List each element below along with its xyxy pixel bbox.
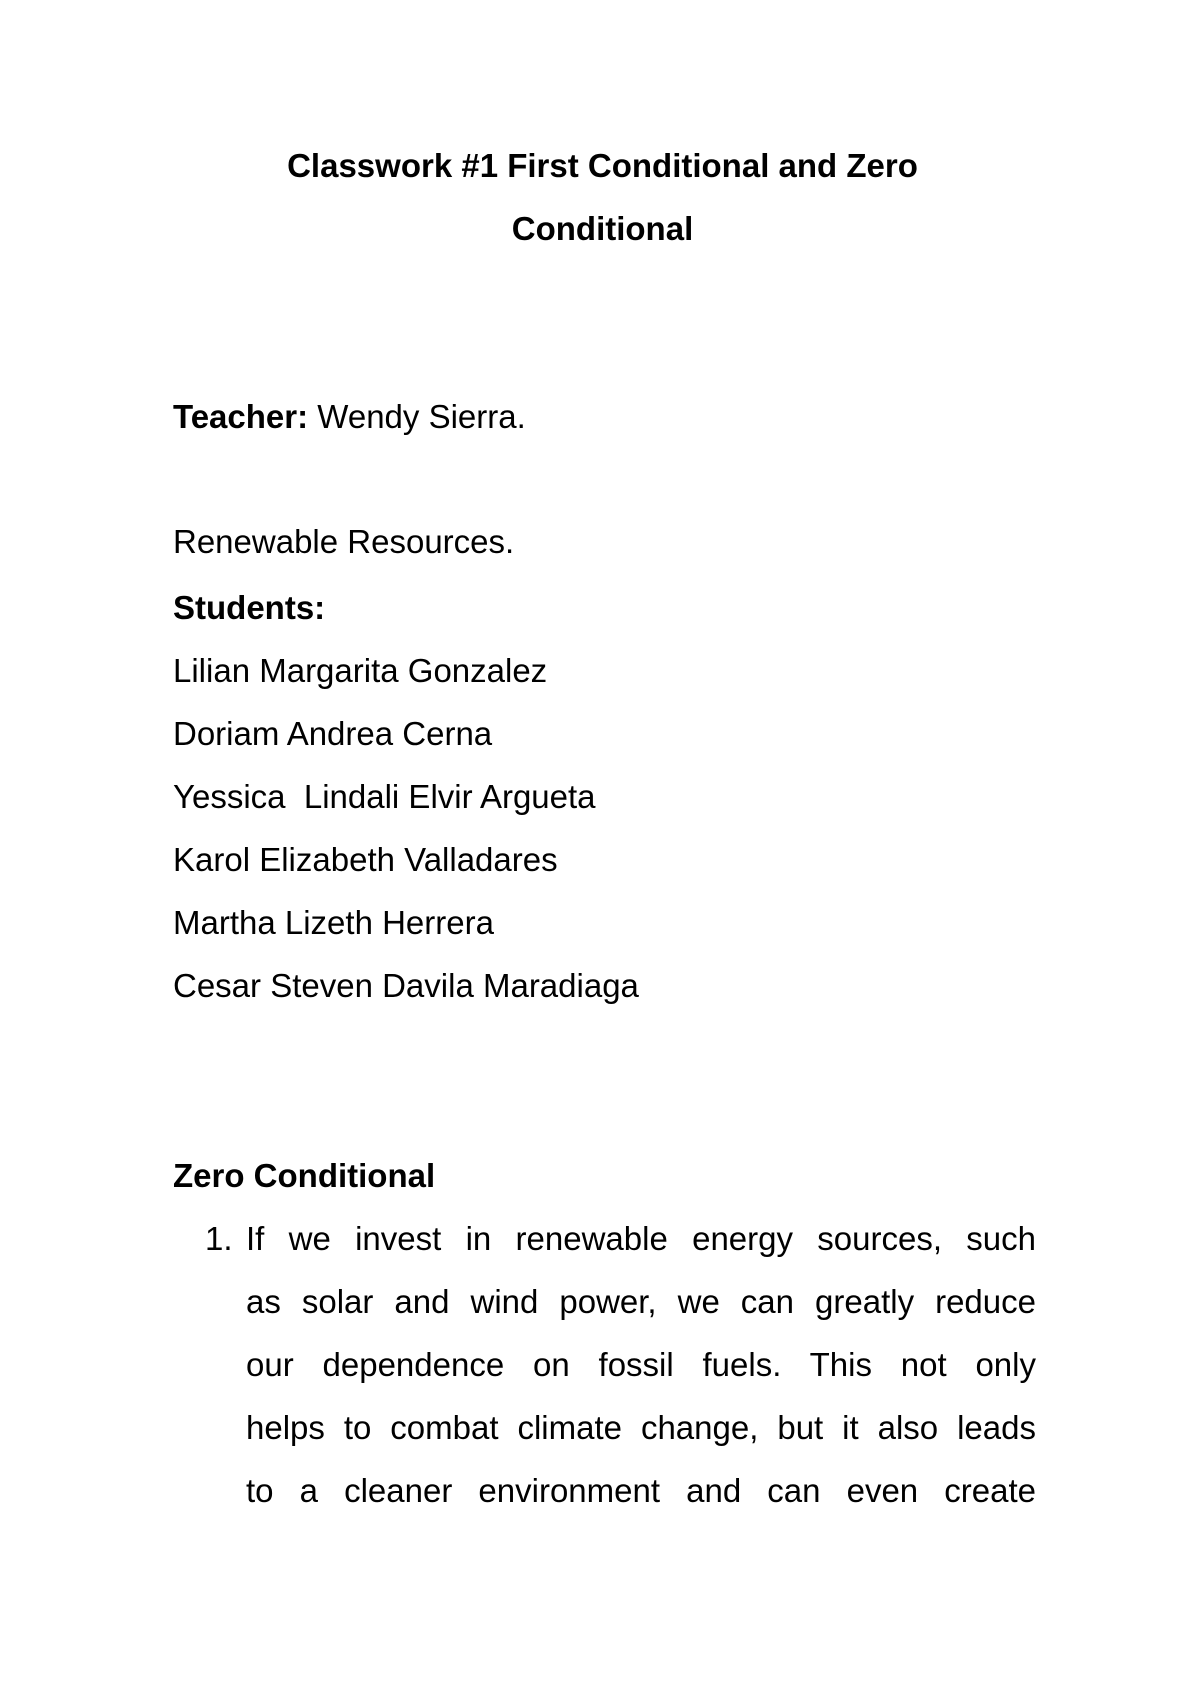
teacher-name: Wendy Sierra. [308,398,526,435]
student-name: Martha Lizeth Herrera [173,904,494,941]
student-name: Karol Elizabeth Valladares [173,841,558,878]
zero-conditional-heading: Zero Conditional [173,1157,436,1194]
document-title [200,134,1005,260]
students-heading: Students: [173,589,326,626]
paragraph-line: our dependence on fossil fuels. This not only [246,1346,1036,1383]
student-name: Doriam Andrea Cerna [173,715,493,752]
title-line-1: Classwork #1 First Conditional and Zero [287,147,918,184]
topic-line: Renewable Resources. [173,523,515,560]
list-item-number: 1. [205,1220,233,1257]
paragraph-line: to a cleaner environment and can even create [246,1472,1036,1509]
students-list [173,639,639,1017]
title-line-2: Conditional [511,210,694,247]
paragraph-line: as solar and wind power, we can greatly reduce [246,1283,1036,1320]
teacher-label: Teacher: [173,398,309,435]
student-name: Yessica Lindali Elvir Argueta [173,778,596,815]
student-name: Cesar Steven Davila Maradiaga [173,967,639,1004]
paragraph-line: helps to combat climate change, but it also leads [246,1409,1036,1446]
list-item-paragraph [246,1207,1036,1522]
student-name: Lilian Margarita Gonzalez [173,652,548,689]
paragraph-line: If we invest in renewable energy sources, such [246,1220,1036,1257]
teacher-line [173,385,526,448]
